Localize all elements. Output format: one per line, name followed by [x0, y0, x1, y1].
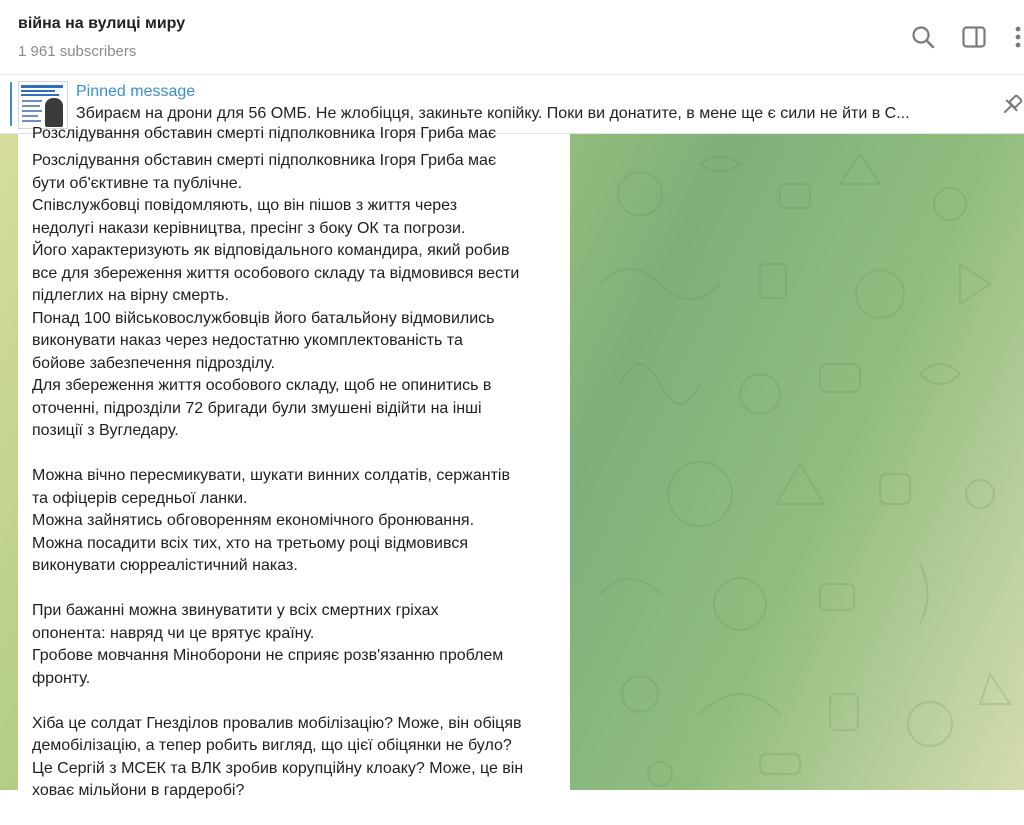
pin-icon[interactable] — [1000, 93, 1024, 117]
message-cut-line: Розслідування обставин смерті підполковника Ігоря Гриба має — [32, 125, 497, 142]
subscriber-count: 1 961 subscribers — [18, 43, 137, 60]
message-line: Можна посадити всіх тих, хто на третьому році відмовився — [32, 534, 468, 552]
chat-area[interactable] — [0, 125, 1024, 799]
sidebar-toggle-icon[interactable] — [961, 24, 987, 50]
message-line: підлеглих на вірну смерть. — [32, 287, 229, 304]
pinned-text: Збираєм на дрони для 56 ОМБ. Не жлобіцця, закиньте копійку. Поки ви донатите, в мене ще є сили не йти в С... — [76, 105, 910, 122]
chat-header — [0, 0, 1024, 75]
more-vertical-icon[interactable] — [1008, 24, 1024, 50]
message-bubble[interactable] — [18, 125, 570, 799]
message-line: Можна вічно пересмикувати, шукати винних солдатів, сержантів — [32, 467, 510, 484]
message-line: Співслужбовці повідомляють, що він пішов з життя через — [32, 197, 458, 214]
message-line: Для збереження життя особового складу, щоб не опинитись в — [32, 377, 492, 394]
message-line: та офіцерів середньої ланки. — [32, 489, 248, 507]
message-paragraph — [32, 150, 562, 443]
message-line: Гробове мовчання Міноборони не сприяє розв'язанню проблем — [32, 647, 504, 664]
search-icon[interactable] — [910, 24, 936, 50]
message-text — [32, 150, 562, 825]
message-line: Понад 100 військовослужбовців його батальйону відмовились — [32, 309, 495, 327]
message-line: опонента: навряд чи це врятує країну. — [32, 624, 315, 642]
message-line: Це Сергій з МСЕК та ВЛК зробив корупційну клоаку? Може, це він — [32, 759, 524, 777]
message-line: фронту. — [32, 669, 91, 687]
message-line: бути об'єктивне та публічне. — [32, 174, 243, 192]
message-line: демобілізацію, а тепер робить вигляд, що цієї обіцянки не було? — [32, 737, 512, 754]
pinned-thumbnail — [18, 81, 68, 129]
channel-title[interactable]: війна на вулиці миру — [18, 15, 186, 32]
message-line: При бажанні можна звинуватити у всіх смертних гріхах — [32, 602, 439, 619]
message-line: ховає мільйони в гардеробі? — [32, 782, 245, 799]
message-line: Розслідування обставин смерті підполковника Ігоря Гриба має — [32, 152, 497, 169]
message-paragraph — [32, 465, 562, 578]
message-line: виконувати наказ через недостатню укомплектованість та — [32, 332, 463, 349]
message-line: позиції з Вугледару. — [32, 422, 179, 439]
message-line: все для збереження життя особового складу та відмовився вести — [32, 264, 520, 282]
message-paragraph — [32, 713, 562, 803]
message-line: Хіба це солдат Гнезділов провалив мобілізацію? Може, він обіцяв — [32, 714, 522, 732]
message-line: Його характеризують як відповідального командира, який робив — [32, 242, 510, 259]
message-line: виконувати сюрреалістичний наказ. — [32, 557, 298, 574]
pinned-label: Pinned message — [76, 83, 196, 100]
message-paragraph — [32, 600, 562, 690]
message-line: оточенні, підрозділи 72 бригади були змушені відійти на інші — [32, 399, 482, 417]
message-line: бойове забезпечення підрозділу. — [32, 354, 275, 372]
pinned-accent-line — [10, 82, 12, 126]
message-line: недолугі накази керівництва, пресінг з боку ОК та погрози. — [32, 219, 466, 237]
message-line: Можна зайнятись обговоренням економічного бронювання. — [32, 512, 475, 529]
